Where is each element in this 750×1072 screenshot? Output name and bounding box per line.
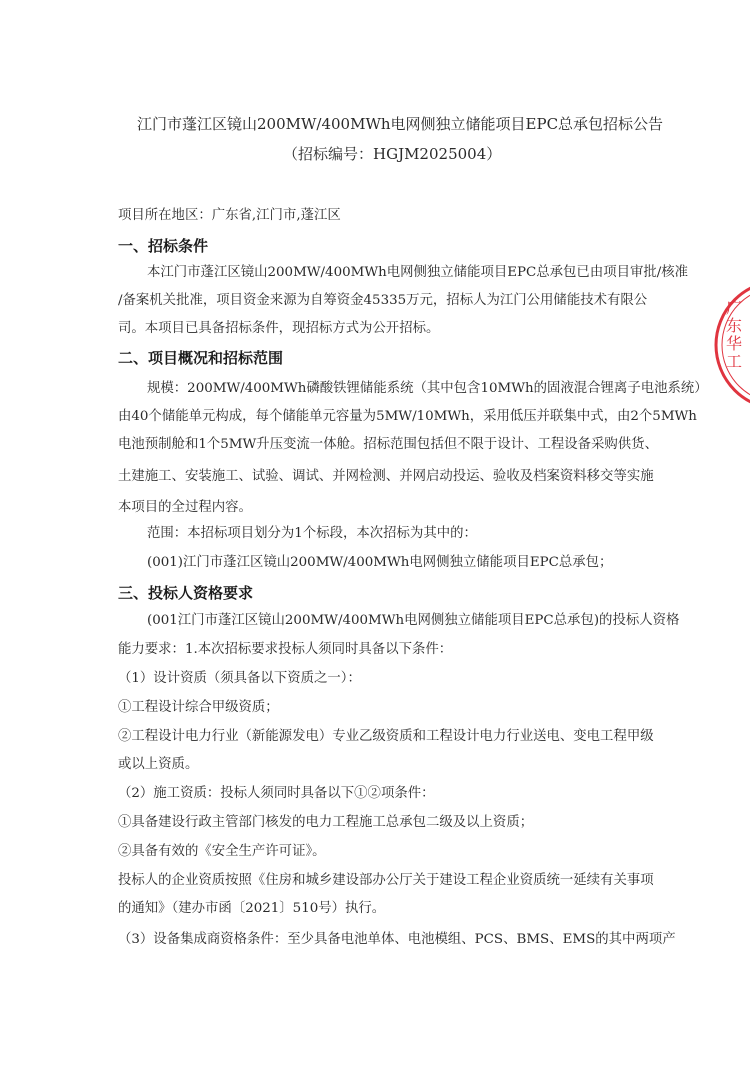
paragraph-line: （1）设计资质（须具备以下资质之一）： — [118, 671, 361, 686]
paragraph-line: 土建施工、安装施工、试验、调试、并网检测、并网启动投运、验收及档案资料移交等实施 — [118, 469, 654, 484]
paragraph-line: 范围：本招标项目划分为1个标段，本次招标为其中的： — [147, 526, 477, 541]
paragraph-line: 或以上资质。 — [118, 757, 199, 772]
section-heading-1: 一、招标条件 — [118, 237, 209, 255]
section-heading-2: 二、项目概况和招标范围 — [118, 349, 284, 367]
paragraph-line: 投标人的企业资质按照《住房和城乡建设部办公厅关于建设工程企业资质统一延续有关事项 — [118, 873, 654, 888]
paragraph-line: 司。本项目已具备招标条件，现招标方式为公开招标。 — [118, 321, 440, 336]
company-seal-stamp — [713, 277, 750, 417]
paragraph-line: ①具备建设行政主管部门核发的电力工程施工总承包二级及以上资质； — [118, 815, 534, 830]
paragraph-line: ②工程设计电力行业（新能源发电）专业乙级资质和工程设计电力行业送电、变电工程甲级 — [118, 729, 654, 744]
paragraph-line: (001)江门市蓬江区镜山200MW/400MWh电网侧独立储能项目EPC总承包； — [147, 555, 613, 570]
tender-number: （招标编号：HGJM2025004） — [283, 145, 502, 163]
paragraph-line: 本项目的全过程内容。 — [118, 500, 252, 515]
paragraph-line: 规模：200MW/400MWh磷酸铁锂储能系统（其中包含10MWh的固液混合锂离子电池系统） — [147, 381, 708, 396]
section-heading-3: 三、投标人资格要求 — [118, 584, 254, 602]
paragraph-line: 能力要求：1.本次招标要求投标人须同时具备以下条件： — [118, 642, 453, 657]
project-region: 项目所在地区：广东省,江门市,蓬江区 — [118, 208, 341, 223]
paragraph-line: （2）施工资质：投标人须同时具备以下①②项条件： — [118, 786, 435, 801]
paragraph-line: 电池预制舱和1个5MW升压变流一体舱。招标范围包括但不限于设计、工程设备采购供货、 — [118, 437, 658, 452]
paragraph-line: ②具备有效的《安全生产许可证》。 — [118, 844, 326, 859]
paragraph-line: （3）设备集成商资格条件：至少具备电池单体、电池模组、PCS、BMS、EMS的其中两项产 — [118, 932, 676, 947]
paragraph-line: 本江门市蓬江区镜山200MW/400MWh电网侧独立储能项目EPC总承包已由项目审批/核准 — [147, 265, 689, 280]
paragraph-line: ①工程设计综合甲级资质； — [118, 700, 279, 715]
document-title: 江门市蓬江区镜山200MW/400MWh电网侧独立储能项目EPC总承包招标公告 — [137, 115, 664, 133]
paragraph-line: 由40个储能单元构成，每个储能单元容量为5MW/10MWh，采用低压并联集中式，由2个5MWh — [118, 409, 697, 424]
paragraph-line: /备案机关批准，项目资金来源为自筹资金45335万元，招标人为江门公用储能技术有限公 — [118, 293, 648, 308]
seal-text: 广东华工 — [723, 299, 743, 371]
paragraph-line: 的通知》（建办市函〔2021〕510号）执行。 — [118, 901, 386, 916]
paragraph-line: (001江门市蓬江区镜山200MW/400MWh电网侧独立储能项目EPC总承包)的投标人资格 — [147, 613, 680, 628]
